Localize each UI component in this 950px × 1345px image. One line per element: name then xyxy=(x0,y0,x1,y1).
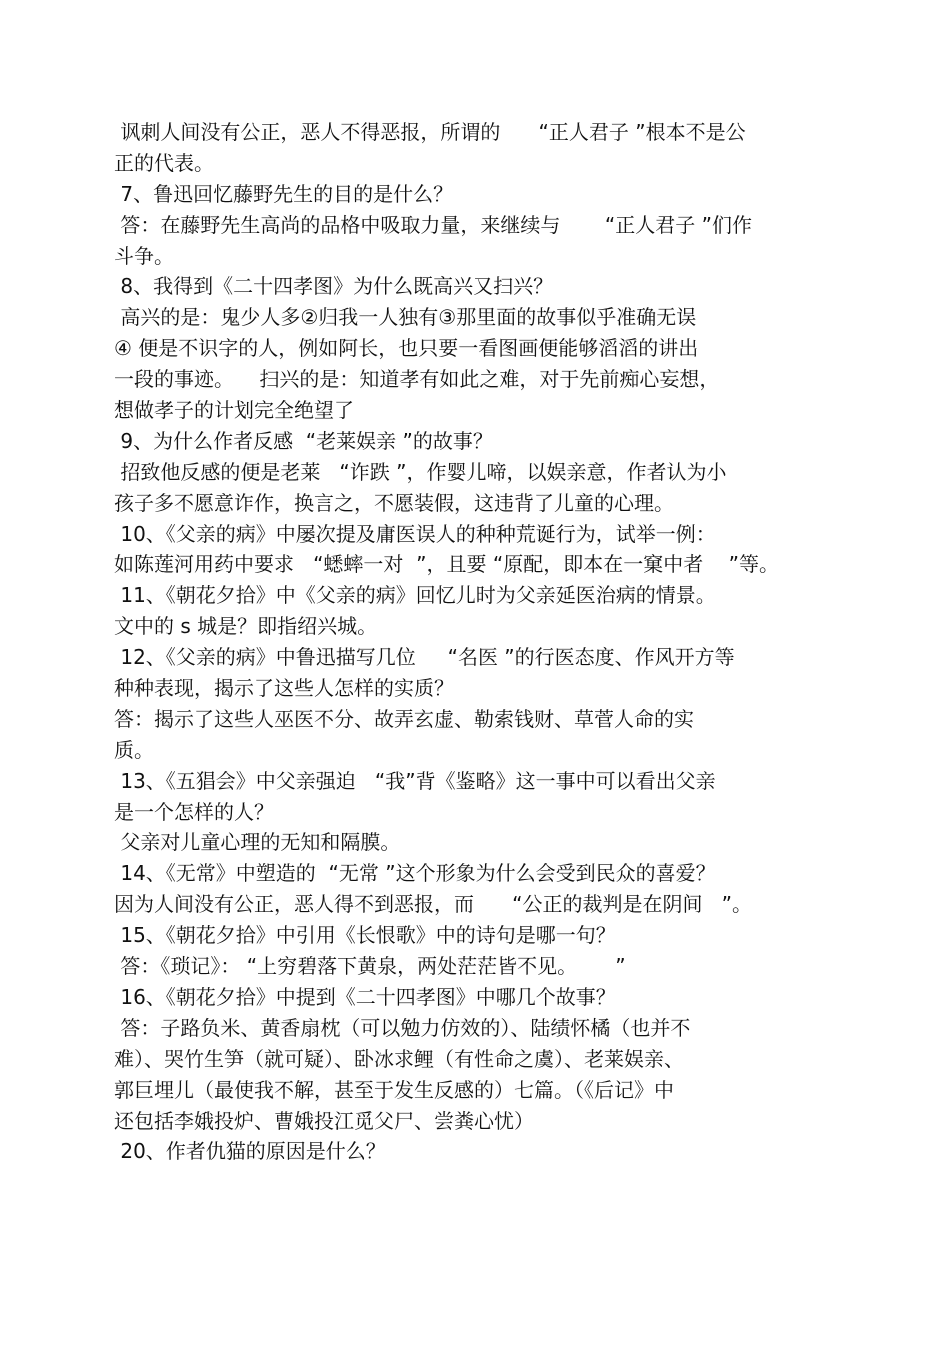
text-line: 孩子多不愿意诈作，换言之，不愿装假，这违背了儿童的心理。 xyxy=(114,490,674,515)
question-line: 7、鲁迅回忆藤野先生的目的是什么？ xyxy=(114,181,454,206)
answer-line: 答：《琐记》： “上穷碧落下黄泉，两处茫茫皆不见。 ” xyxy=(114,954,626,979)
answer-line: 父亲对儿童心理的无知和隔膜。 xyxy=(114,830,401,855)
text-line: 种种表现，揭示了这些人怎样的实质？ xyxy=(114,676,454,701)
text-line: ④ 便是不识字的人，例如阿长，也只要一看图画便能够滔滔的讲出 xyxy=(114,336,699,361)
answer-line: 高兴的是：鬼少人多②归我一人独有③那里面的故事似乎准确无误 xyxy=(114,305,697,330)
text-line: 斗争。 xyxy=(114,243,174,268)
answer-line: 答：揭示了这些人巫医不分、故弄玄虚、勒索钱财、草菅人命的实 xyxy=(114,706,694,731)
question-line: 16、《朝花夕拾》中提到《二十四孝图》中哪几个故事？ xyxy=(114,984,616,1009)
answer-line: 文中的 s 城是？即指绍兴城。 xyxy=(114,614,378,639)
text-line: 一段的事迹。 扫兴的是：知道孝有如此之难，对于先前痴心妄想， xyxy=(114,367,720,392)
text-line: 还包括李娥投炉、曹娥投江觅父尸、尝粪心忧） xyxy=(114,1108,534,1133)
question-line: 20、作者仇猫的原因是什么？ xyxy=(114,1139,386,1164)
question-line: 10、《父亲的病》中屡次提及庸医误人的种种荒诞行为，试举一例： xyxy=(114,521,716,546)
answer-line: 如陈莲河用药中要求 “蟋蟀一对 ”，且要 “原配，即本在一窠中者 ”等。 xyxy=(114,552,780,577)
text-line: 讽刺人间没有公正，恶人不得恶报，所谓的 “正人君子 ”根本不是公 xyxy=(114,120,746,144)
text-line: 质。 xyxy=(114,737,154,762)
text-line: 正的代表。 xyxy=(114,150,214,175)
question-line: 14、《无常》中塑造的 “无常 ”这个形象为什么会受到民众的喜爱？ xyxy=(114,861,716,886)
answer-line: 招致他反感的便是老莱 “诈跌 ”，作婴儿啼，以娱亲意，作者认为小 xyxy=(114,459,727,484)
question-line: 15、《朝花夕拾》中引用《长恨歌》中的诗句是哪一句？ xyxy=(114,923,616,948)
question-line: 11、《朝花夕拾》中《父亲的病》回忆儿时为父亲延医治病的情景。 xyxy=(114,583,716,608)
question-line: 13、《五猖会》中父亲强迫 “我”背《鉴略》这一事中可以看出父亲 xyxy=(114,768,716,793)
text-line: 难）、哭竹生笋（就可疑）、卧冰求鲤（有性命之虞）、老莱娱亲、 xyxy=(114,1046,684,1071)
answer-line: 答：在藤野先生高尚的品格中吸取力量，来继续与 “正人君子 ”们作 xyxy=(114,212,752,237)
text-line: 是一个怎样的人？ xyxy=(114,799,274,824)
text-line: 想做孝子的计划完全绝望了 xyxy=(114,398,354,423)
answer-line: 答：子路负米、黄香扇枕（可以勉力仿效的）、陆绩怀橘（也并不 xyxy=(114,1015,691,1040)
question-line: 9、为什么作者反感 “老莱娱亲 ”的故事？ xyxy=(114,428,493,453)
question-line: 8、我得到《二十四孝图》为什么既高兴又扫兴？ xyxy=(114,274,554,299)
answer-line: 因为人间没有公正，恶人得不到恶报，而 “公正的裁判是在阴间 ”。 xyxy=(114,892,752,917)
question-line: 12、《父亲的病》中鲁迅描写几位 “名医 ”的行医态度、作风开方等 xyxy=(114,645,735,670)
document-body xyxy=(114,117,814,1167)
text-line: 郭巨埋儿（最使我不解，甚至于发生反感的）七篇。（《后记》中 xyxy=(114,1077,674,1102)
